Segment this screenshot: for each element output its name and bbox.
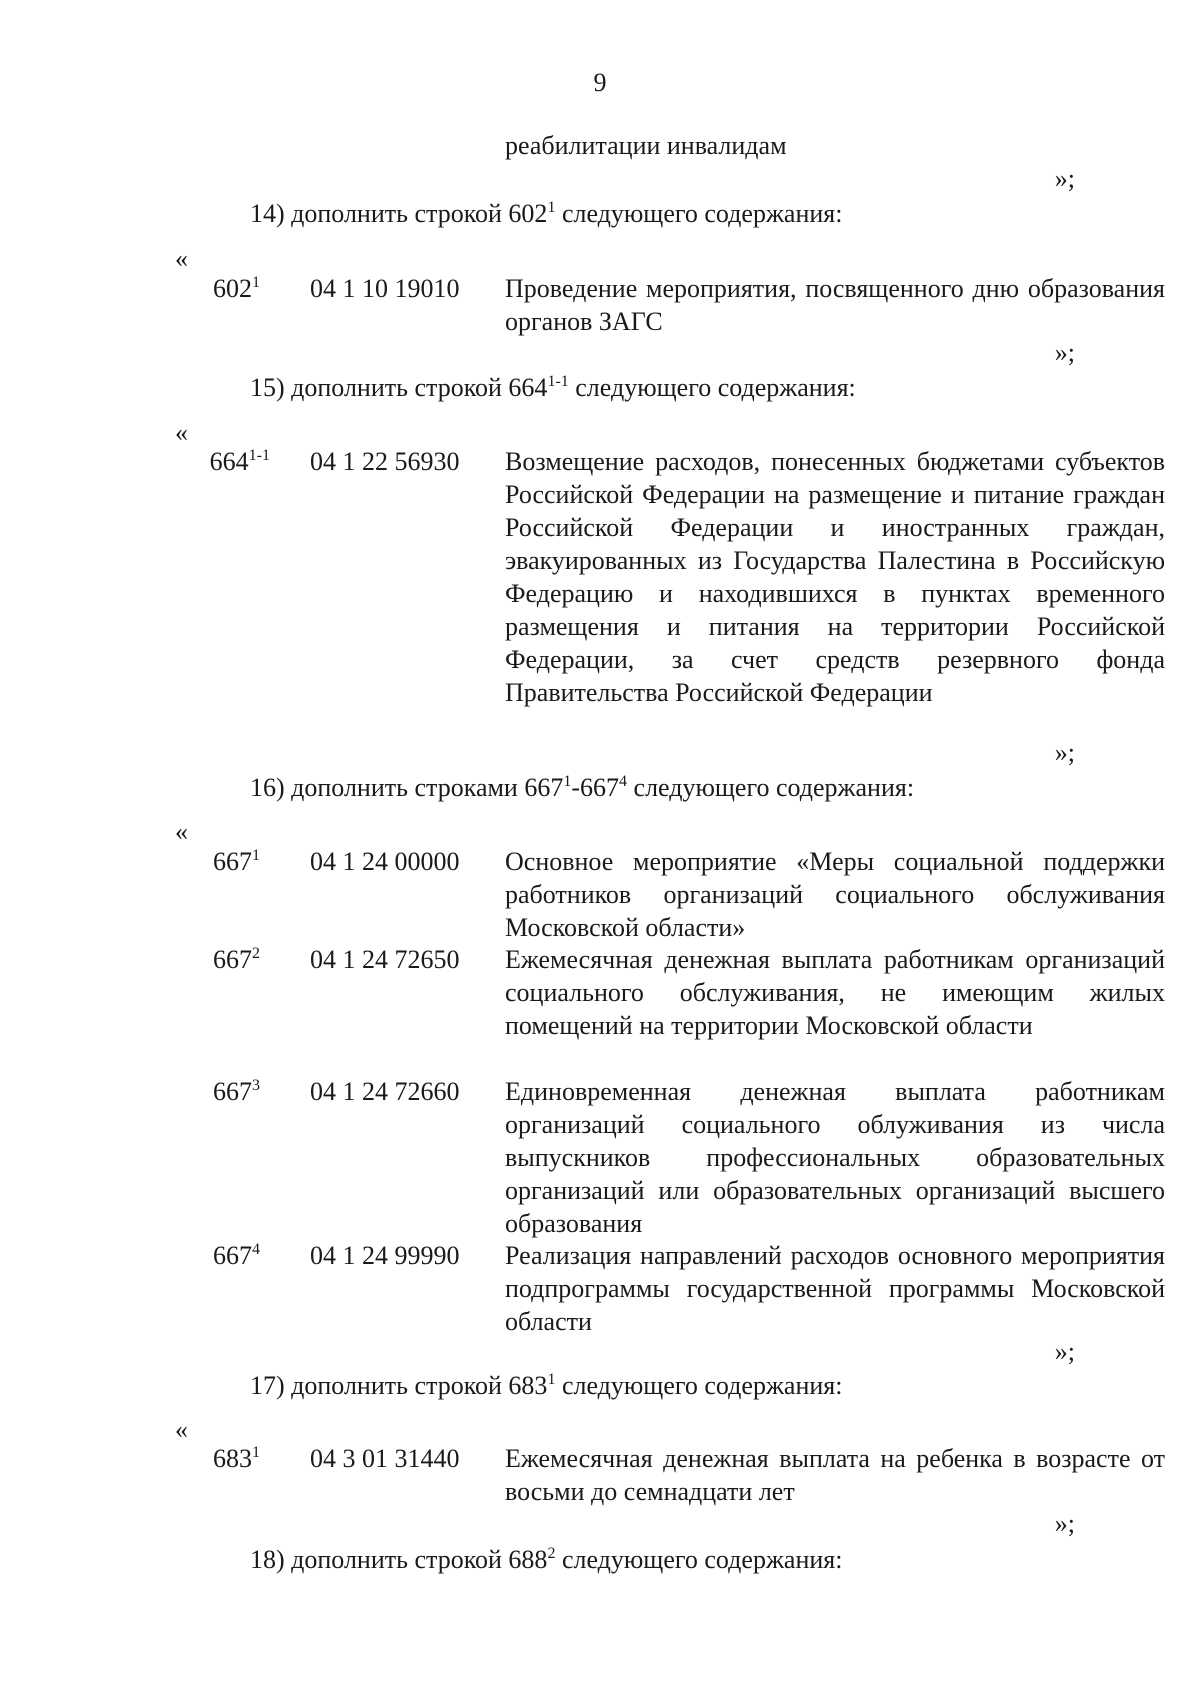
row-number: $602^1$ — [213, 274, 260, 303]
row-number: $667^1$ — [213, 847, 260, 876]
row-number: $683^1$ — [213, 1444, 260, 1473]
row-description: Проведение мероприятия, посвященного дню образования органов ЗАГС — [505, 274, 1165, 336]
opening-quote: « — [175, 418, 188, 447]
row-code: 04 1 24 72660 — [310, 1077, 460, 1106]
row-description: Ежемесячная денежная выплата на ребенка в возрасте от восьми до семнадцати лет — [505, 1444, 1165, 1506]
opening-quote: « — [175, 244, 188, 273]
row-code: 04 1 24 00000 — [310, 847, 460, 876]
item-intro-15: 15) дополнить строкой 664$^{1-1}$ следующего содержания: — [250, 373, 856, 402]
row-description: Ежемесячная денежная выплата работникам организаций социального обслуживания, не имеющим жилых помещений на территории Московской области — [505, 945, 1165, 1040]
closing-quote: »; — [1054, 738, 1075, 767]
row-code: 04 1 24 99990 — [310, 1241, 460, 1270]
item-intro-17: 17) дополнить строкой $683^1$ следующего содержания: — [250, 1371, 843, 1400]
row-code: 04 3 01 31440 — [310, 1444, 460, 1473]
row-code: 04 1 10 19010 — [310, 274, 460, 303]
opening-quote: « — [175, 1415, 188, 1444]
row-number: $667^2$ — [213, 945, 260, 974]
item-intro-14: 14) дополнить строкой $602^1$ следующего содержания: — [250, 199, 843, 228]
opening-quote: « — [175, 817, 188, 846]
row-code: 04 1 22 56930 — [310, 447, 460, 476]
row-description: Основное мероприятие «Меры социальной поддержки работников организаций социального обслуживания Московской области» — [505, 847, 1165, 942]
row-description: Возмещение расходов, понесенных бюджетами субъектов Российской Федерации на размещение и питание граждан Российской Федерации и иностранных граждан, эвакуированных из Государства Палестина в Российскую Федерацию и находившихся в пунктах временного размещения и питания на территории Российской Федерации, за счет средств резервного фонда Правительства Российской Федерации — [505, 447, 1165, 707]
item-intro-16: 16) дополнить строками $667^1-667^4$ следующего содержания: — [250, 773, 915, 802]
row-number: $667^4$ — [213, 1241, 260, 1270]
closing-quote: »; — [1054, 1337, 1075, 1366]
row-description: Единовременная денежная выплата работникам организаций социального облуживания из числа выпускников профессиональных образовательных организаций или образовательных организаций высшего образования — [505, 1077, 1165, 1238]
closing-quote: »; — [1054, 1509, 1075, 1538]
row-number: $667^3$ — [213, 1077, 260, 1106]
row-number: 664$^{1-1}$ — [209, 447, 270, 476]
page-number: 9 — [593, 68, 607, 97]
closing-quote: »; — [1054, 164, 1075, 193]
item-intro-18: 18) дополнить строкой $688^2$ следующего содержания: — [250, 1545, 843, 1574]
row-code: 04 1 24 72650 — [310, 945, 460, 974]
row-description: Реализация направлений расходов основного мероприятия подпрограммы государственной программы Московской области — [505, 1241, 1165, 1336]
header-fragment: реабилитации инвалидам — [505, 131, 787, 160]
closing-quote: »; — [1054, 338, 1075, 367]
